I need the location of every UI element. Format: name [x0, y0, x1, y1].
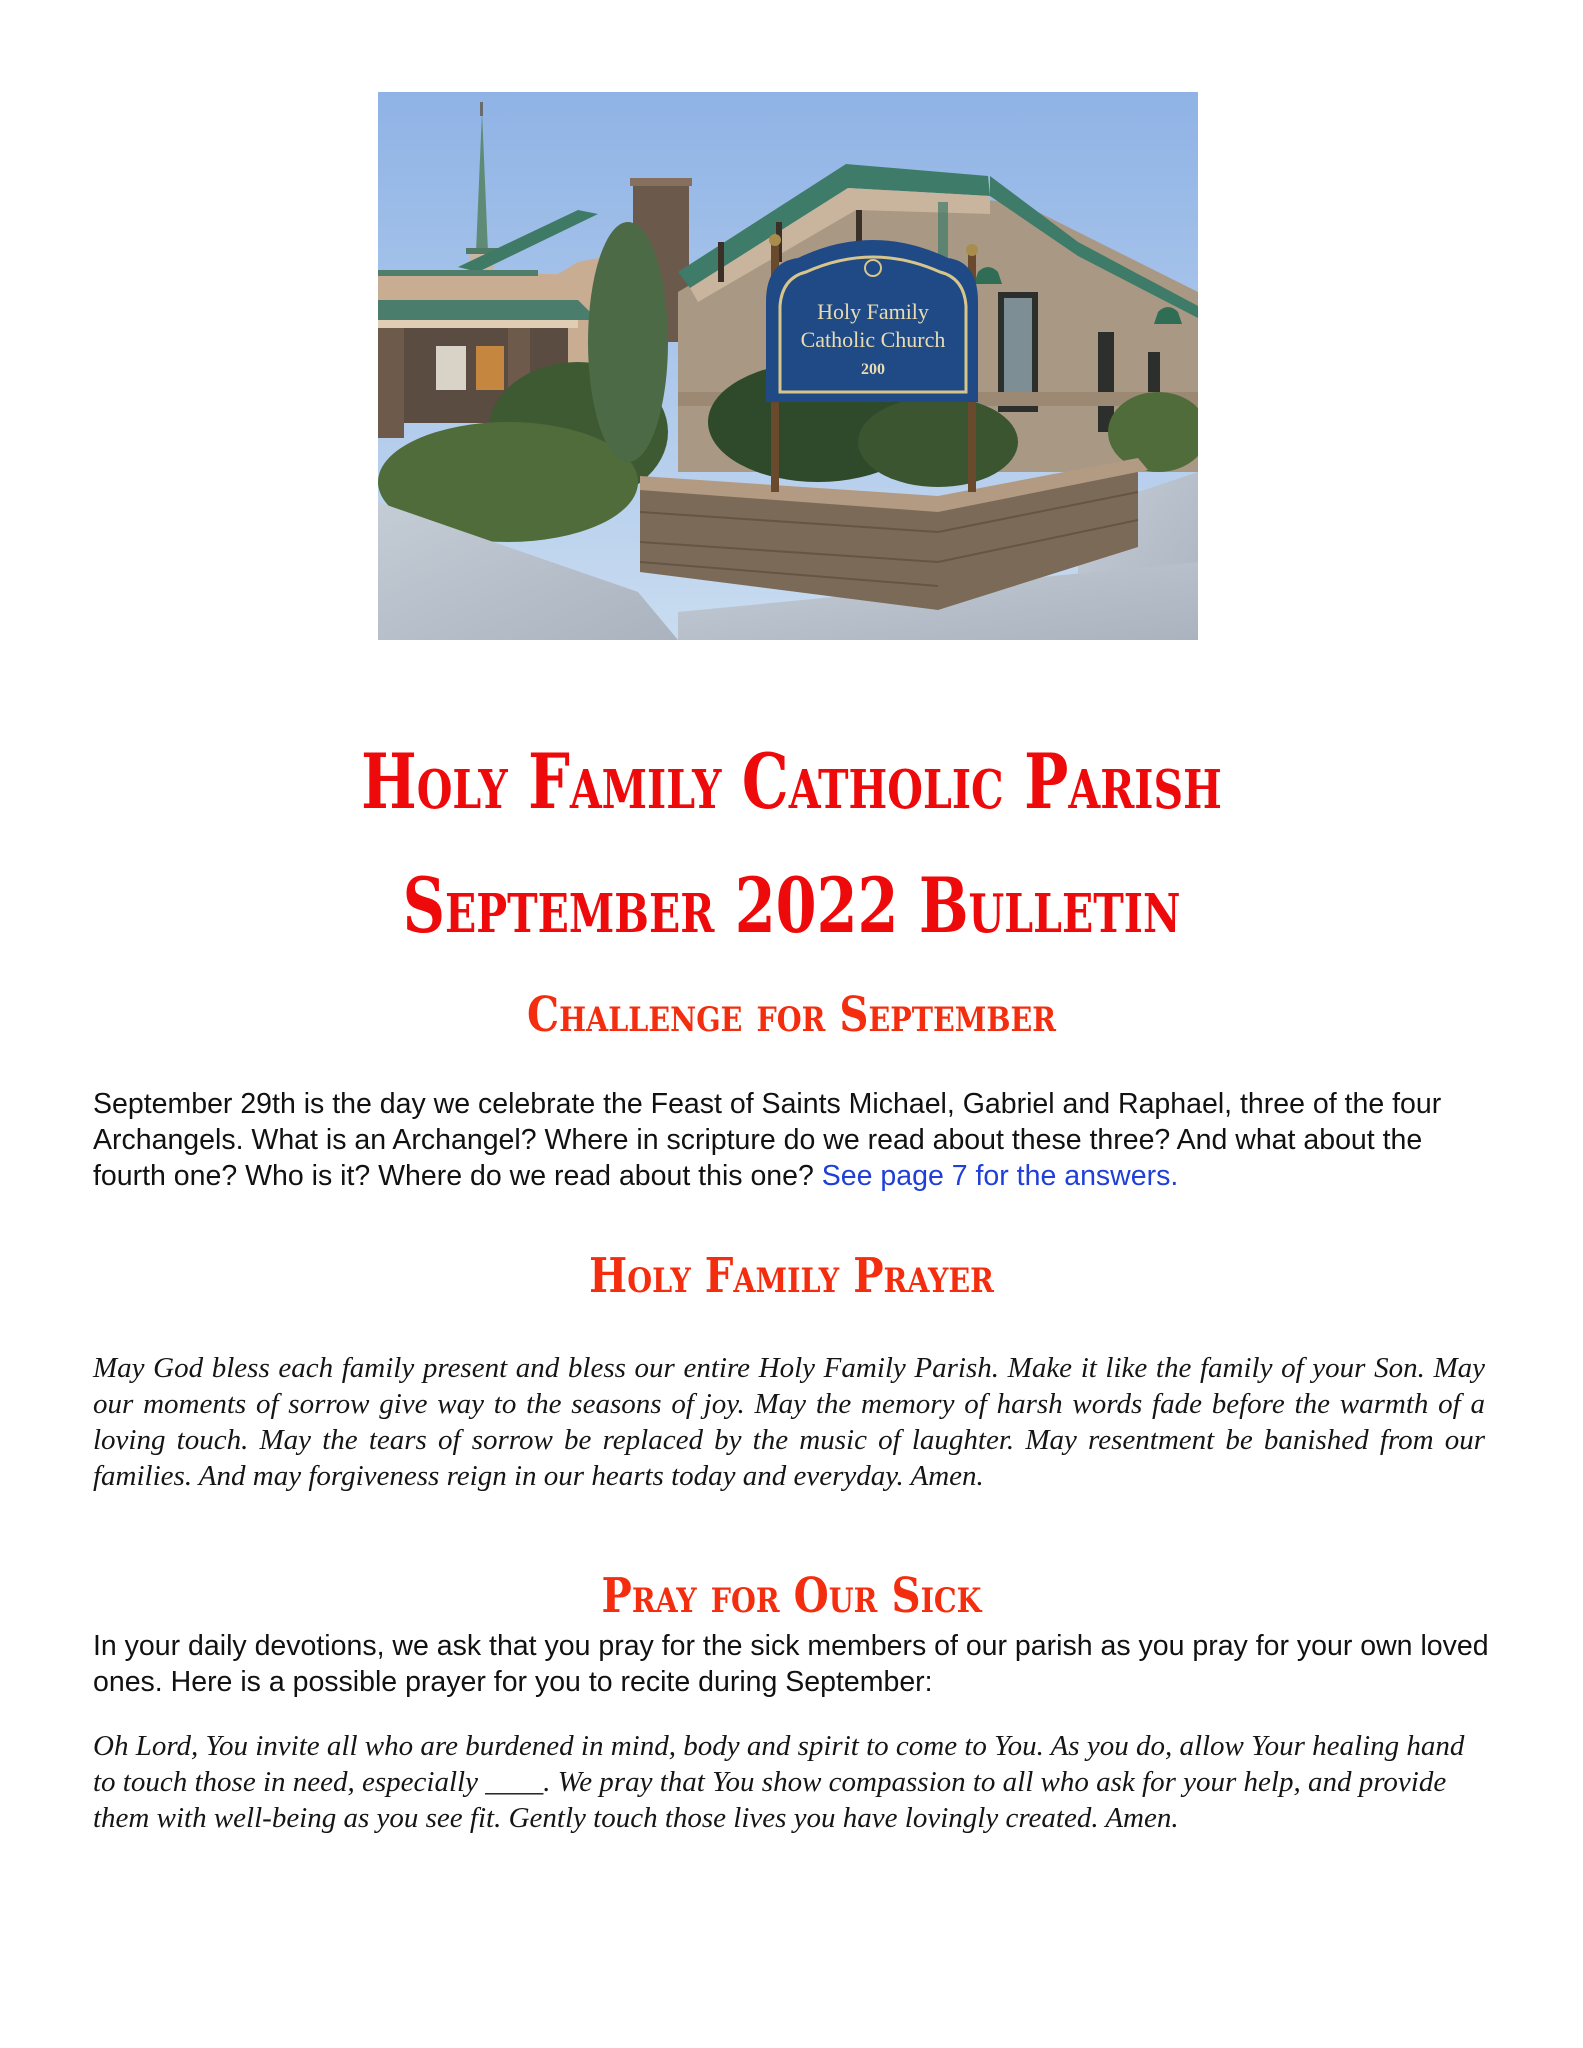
church-photo	[378, 92, 1198, 640]
bulletin-title-line-2: September 2022 Bulletin	[402, 861, 1181, 950]
sick-prayer-text: Oh Lord, You invite all who are burdened in mind, body and spirit to come to You. As you do, allow Your healing hand to touch those in need, especially ____. We pray that You show compassion to all who ask for your help, and provide them with well-being as you see fit. Gently touch those lives you have lovingly created. Amen.	[93, 1730, 1465, 1834]
bulletin-title-line-1: Holy Family Catholic Parish	[361, 737, 1222, 826]
challenge-paragraph	[93, 1086, 1493, 1194]
family-prayer-text: May God bless each family present and bless our entire Holy Family Parish. Make it like the family of your Son. May our moments of sorrow give way to the seasons of joy. May the memory of harsh words fade before the warmth of a loving touch. May the tears of sorrow be replaced by the music of laughter. May resentment be banished from our families. And may forgiveness reign in our hearts today and everyday. Amen.	[93, 1352, 1485, 1492]
sign-line-2: Catholic Church	[800, 327, 946, 352]
sick-intro-text: In your daily devotions, we ask that you pray for the sick members of our parish as you pray for your own loved ones. Here is a possible prayer for you to recite during September:	[93, 1630, 1489, 1698]
sick-heading: Pray for Our Sick	[601, 1568, 982, 1624]
challenge-text: September 29th is the day we celebrate the Feast of Saints Michael, Gabriel and Raphael, three of the four Archangels. What is an Archangel? Where in scripture do we read about these three? And what about the fourth one? Who is it? Where do we read about this one?	[93, 1088, 1442, 1192]
sign-line-1: Holy Family	[817, 299, 929, 324]
family-prayer-heading: Holy Family Prayer	[589, 1248, 994, 1304]
sign-number: 200	[861, 361, 885, 378]
church-photo-illustration	[378, 92, 1198, 640]
challenge-heading: Challenge for September	[526, 987, 1057, 1043]
answers-link[interactable]: See page 7 for the answers.	[821, 1160, 1179, 1192]
